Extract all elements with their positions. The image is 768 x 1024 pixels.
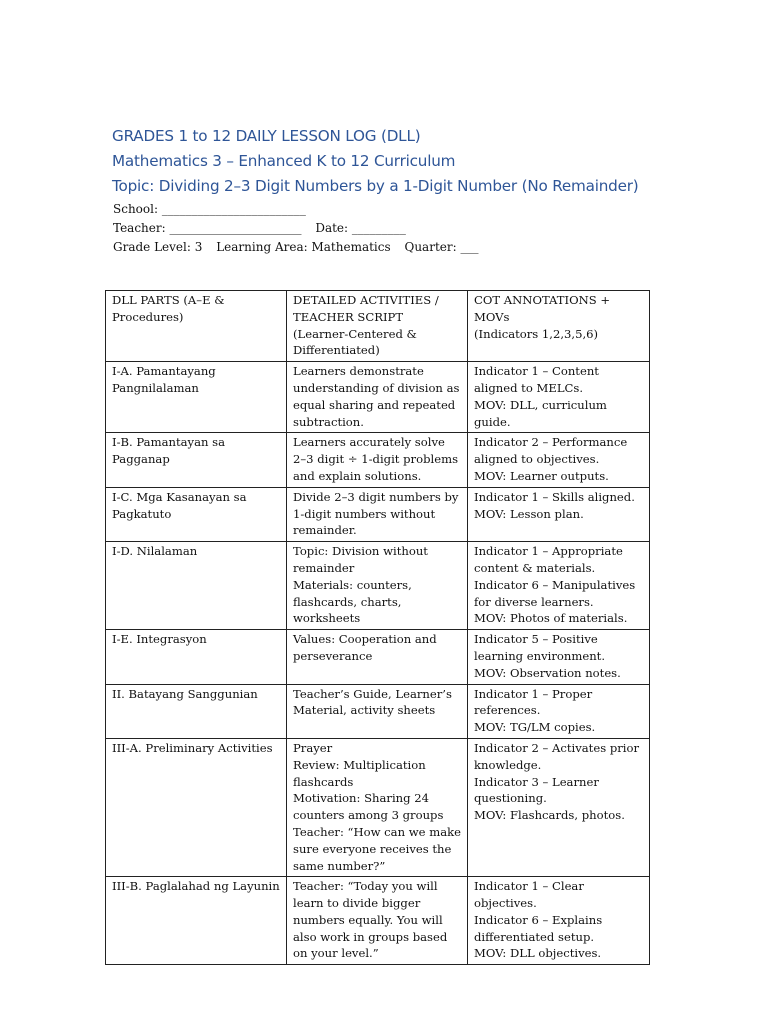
row-part-cell: I-B. Pamantayan sa Pagganap xyxy=(106,433,287,487)
document-title: GRADES 1 to 12 DAILY LESSON LOG (DLL) xyxy=(112,127,421,145)
table-row xyxy=(106,738,650,876)
document-subtitle: Mathematics 3 – Enhanced K to 12 Curriculum xyxy=(112,152,456,170)
row-annotation-cell: Indicator 1 – Content aligned to MELCs. MOV: DLL, curriculum guide. xyxy=(468,362,650,433)
grade-line xyxy=(113,238,633,257)
table-row xyxy=(106,684,650,738)
date-label: Date: xyxy=(315,221,349,235)
quarter-label: Quarter: xyxy=(404,240,457,254)
table-row xyxy=(106,542,650,630)
table-row xyxy=(106,362,650,433)
school-blank: ________________________ xyxy=(161,202,306,216)
row-annotation-cell: Indicator 1 – Proper references. MOV: TG/LM copies. xyxy=(468,684,650,738)
row-part-cell: III-A. Preliminary Activities xyxy=(106,738,287,876)
table-row xyxy=(106,877,650,965)
table-row xyxy=(106,630,650,684)
table-row xyxy=(106,487,650,541)
document-header xyxy=(112,124,712,199)
row-activity-cell: Teacher’s Guide, Learner’s Material, activity sheets xyxy=(287,684,468,738)
row-activity-cell: Values: Cooperation and perseverance xyxy=(287,630,468,684)
row-part-cell: III-B. Paglalahad ng Layunin xyxy=(106,877,287,965)
header-cell-activities: DETAILED ACTIVITIES / TEACHER SCRIPT (Learner-Centered & Differentiated) xyxy=(287,291,468,362)
area-value: Mathematics xyxy=(311,240,391,254)
date-blank: _________ xyxy=(351,221,406,235)
teacher-label: Teacher: xyxy=(113,221,166,235)
row-annotation-cell: Indicator 2 – Activates prior knowledge. Indicator 3 – Learner questioning. MOV: Flashcards, photos. xyxy=(468,738,650,876)
grade-value: 3 xyxy=(194,240,203,254)
teacher-blank: ______________________ xyxy=(169,221,302,235)
header-cell-cot-annotations: COT ANNOTATIONS + MOVs (Indicators 1,2,3,5,6) xyxy=(468,291,650,362)
area-label: Learning Area: xyxy=(216,240,308,254)
row-part-cell: II. Batayang Sanggunian xyxy=(106,684,287,738)
teacher-line xyxy=(113,219,633,238)
row-activity-cell: Prayer Review: Multiplication flashcards Motivation: Sharing 24 counters among 3 groups Teacher: “How can we make sure everyone receives the same number?” xyxy=(287,738,468,876)
row-part-cell: I-A. Pamantayang Pangnilalaman xyxy=(106,362,287,433)
row-annotation-cell: Indicator 1 – Skills aligned. MOV: Lesson plan. xyxy=(468,487,650,541)
table-row xyxy=(106,433,650,487)
header-cell-dll-parts: DLL PARTS (A–E & Procedures) xyxy=(106,291,287,362)
school-label: School: xyxy=(113,202,158,216)
row-activity-cell: Topic: Division without remainder Materials: counters, flashcards, charts, worksheets xyxy=(287,542,468,630)
document-topic: Topic: Dividing 2–3 Digit Numbers by a 1-Digit Number (No Remainder) xyxy=(112,177,639,195)
row-activity-cell: Divide 2–3 digit numbers by 1-digit numbers without remainder. xyxy=(287,487,468,541)
table-header-row xyxy=(106,291,650,362)
row-activity-cell: Learners accurately solve 2–3 digit ÷ 1-digit problems and explain solutions. xyxy=(287,433,468,487)
row-activity-cell: Learners demonstrate understanding of division as equal sharing and repeated subtraction. xyxy=(287,362,468,433)
row-annotation-cell: Indicator 5 – Positive learning environment. MOV: Observation notes. xyxy=(468,630,650,684)
row-annotation-cell: Indicator 1 – Appropriate content & materials. Indicator 6 – Manipulatives for diverse learners. MOV: Photos of materials. xyxy=(468,542,650,630)
quarter-blank: ___ xyxy=(460,240,479,254)
row-part-cell: I-E. Integrasyon xyxy=(106,630,287,684)
row-part-cell: I-D. Nilalaman xyxy=(106,542,287,630)
grade-label: Grade Level: xyxy=(113,240,191,254)
school-line xyxy=(113,200,633,219)
row-activity-cell: Teacher: “Today you will learn to divide bigger numbers equally. You will also work in groups based on your level.” xyxy=(287,877,468,965)
dll-table xyxy=(105,290,650,965)
row-part-cell: I-C. Mga Kasanayan sa Pagkatuto xyxy=(106,487,287,541)
row-annotation-cell: Indicator 2 – Performance aligned to objectives. MOV: Learner outputs. xyxy=(468,433,650,487)
lesson-metadata xyxy=(113,200,633,257)
row-annotation-cell: Indicator 1 – Clear objectives. Indicator 6 – Explains differentiated setup. MOV: DLL objectives. xyxy=(468,877,650,965)
